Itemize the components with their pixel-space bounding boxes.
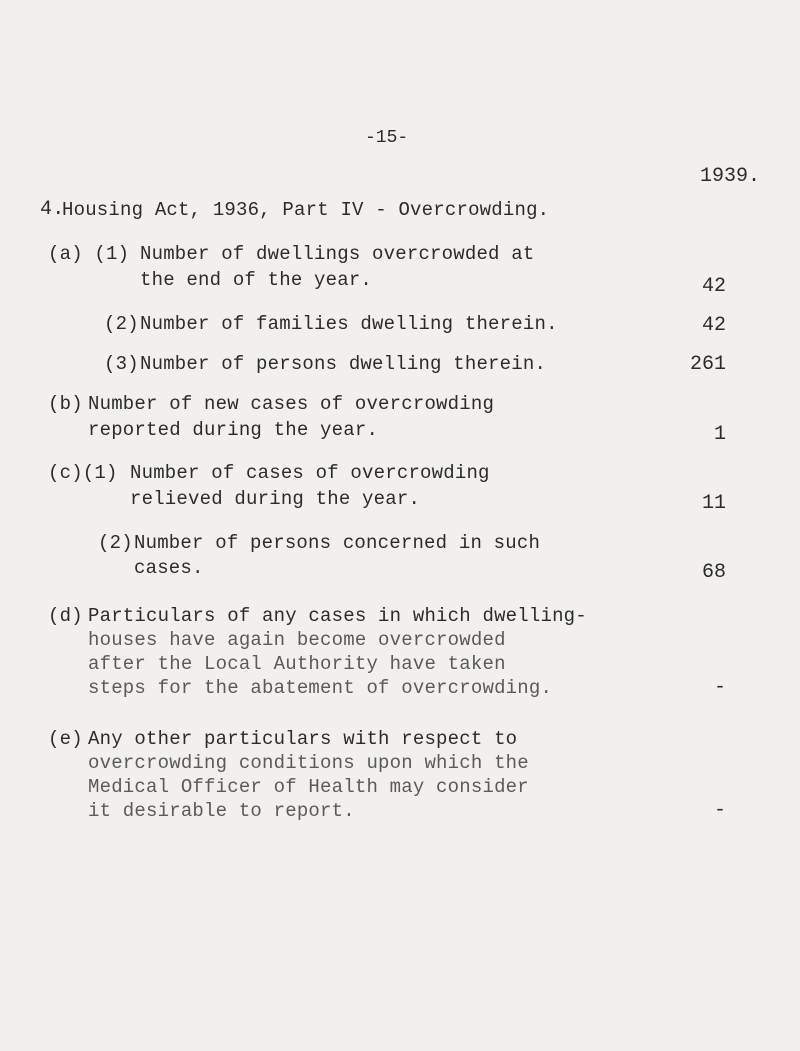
item-text-line: Number of persons dwelling therein. [140,353,547,375]
item-value: 42 [701,314,726,337]
item-label: (a) (1) [48,243,130,265]
item-value: - [713,799,726,822]
item-label: (3) [104,353,139,375]
item-value: - [713,676,726,699]
item-text-line: cases. [134,557,204,579]
item-label: (b) [48,393,83,415]
year-column-header: 1939. [700,165,761,188]
item-text-line: it desirable to report. [88,800,355,822]
item-value: 1 [713,423,726,446]
item-text-line: Number of cases of overcrowding [130,462,490,484]
item-label: (c)(1) [48,462,118,484]
item-text-line: after the Local Authority have taken [88,653,506,675]
item-label: (2) [104,313,139,335]
item-text-line: the end of the year. [140,269,373,291]
item-label: (2) [98,532,133,554]
page-number: -15- [365,128,409,148]
item-value: 68 [701,561,726,584]
item-value: 42 [701,275,726,298]
item-value: 261 [689,353,726,376]
item-label: (e) [48,728,83,750]
item-text-line: overcrowding conditions upon which the [88,752,529,774]
item-text-line: relieved during the year. [130,488,421,510]
item-text-line: Any other particulars with respect to [88,728,518,750]
item-text-line: Number of new cases of overcrowding [88,393,495,415]
item-text-line: Particulars of any cases in which dwelling- [88,605,587,627]
item-value: 11 [701,492,726,515]
item-text-line: steps for the abatement of overcrowding. [88,677,553,699]
item-label: (d) [48,605,83,627]
item-text-line: Number of families dwelling therein. [140,313,558,335]
item-text-line: Number of dwellings overcrowded at [140,243,535,265]
item-text-line: Number of persons concerned in such [134,532,541,554]
item-text-line: Medical Officer of Health may consider [88,776,529,798]
section-number: 4. [40,198,65,221]
item-text-line: reported during the year. [88,419,379,441]
section-title: Housing Act, 1936, Part IV - Overcrowding. [62,199,550,221]
item-text-line: houses have again become overcrowded [88,629,506,651]
